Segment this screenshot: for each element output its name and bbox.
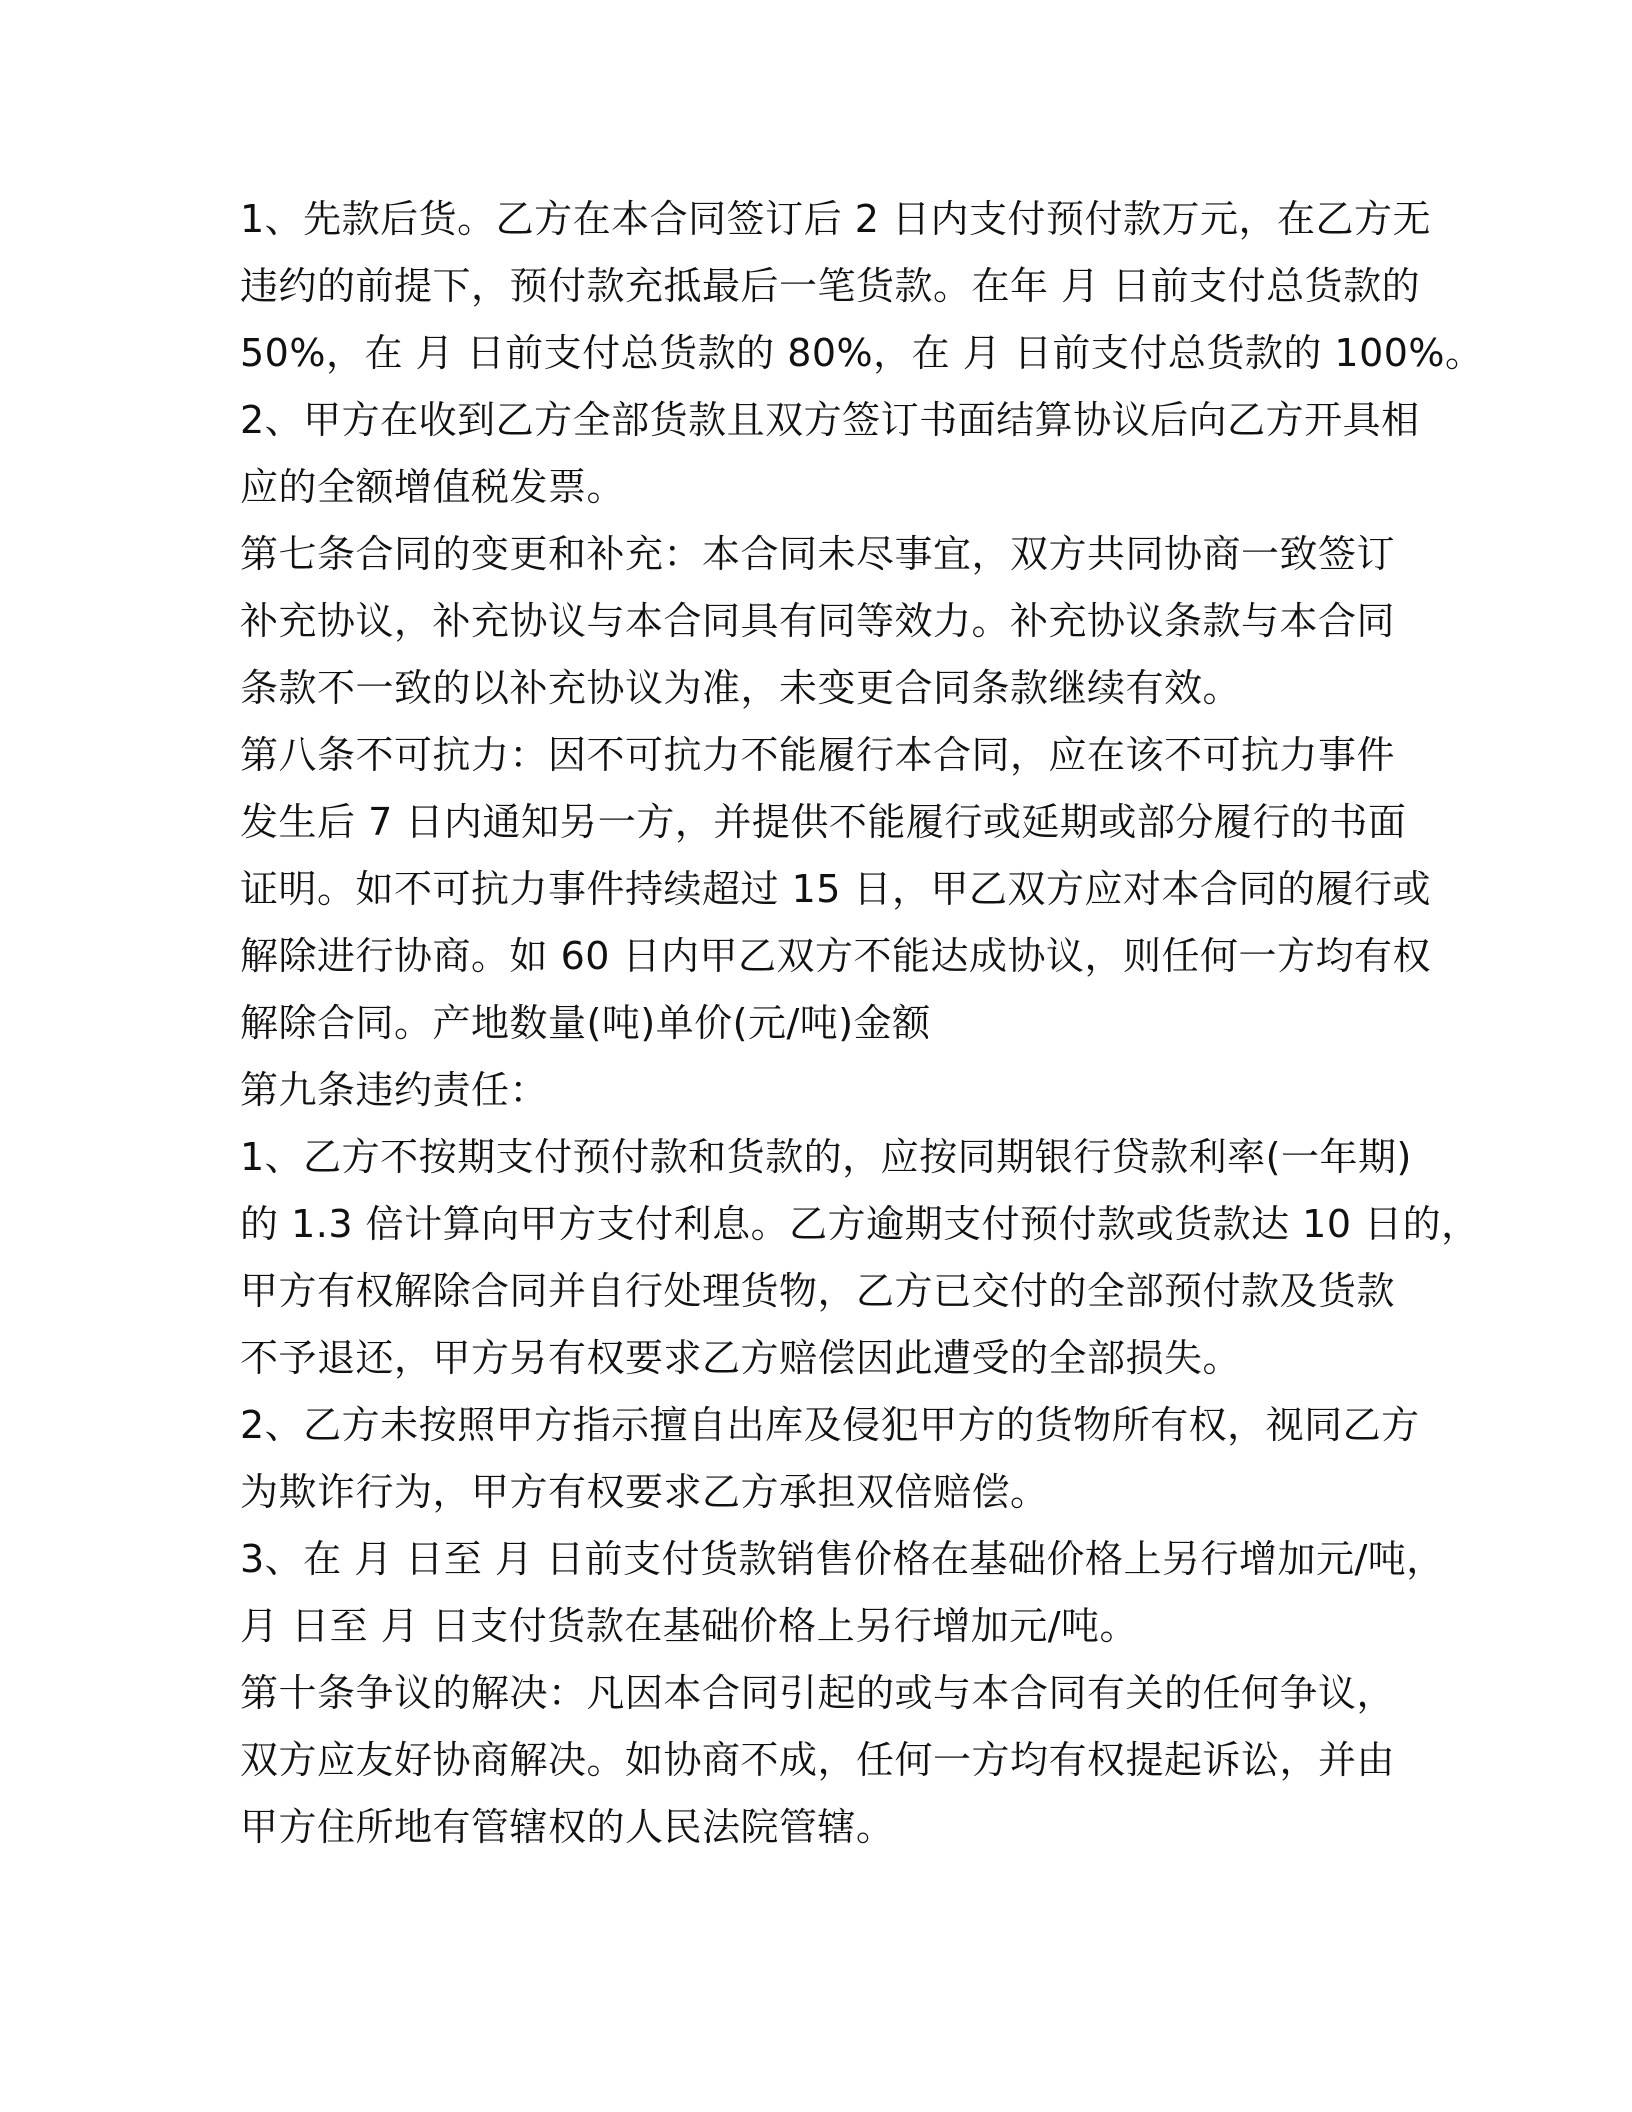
text-line: 甲方住所地有管辖权的人民法院管辖。 (240, 1805, 895, 1849)
text-line: 不予退还，甲方另有权要求乙方赔偿因此遭受的全部损失。 (240, 1336, 1242, 1380)
contract-body-text (240, 186, 1484, 1861)
text-line: 为欺诈行为，甲方有权要求乙方承担双倍赔偿。 (240, 1470, 1049, 1514)
text-line: 3、在 月 日至 月 日前支付货款销售价格在基础价格上另行增加元/吨， (240, 1537, 1445, 1581)
text-line: 2、甲方在收到乙方全部货款且双方签订书面结算协议后向乙方开具相 (240, 398, 1420, 442)
text-line: 第九条违约责任： (240, 1068, 549, 1112)
text-line: 2、乙方未按照甲方指示擅自出库及侵犯甲方的货物所有权，视同乙方 (240, 1403, 1420, 1447)
text-line: 发生后 7 日内通知另一方，并提供不能履行或延期或部分履行的书面 (240, 800, 1407, 844)
text-line: 50%，在 月 日前支付总货款的 80%，在 月 日前支付总货款的 100%。 (240, 331, 1484, 375)
text-line: 月 日至 月 日支付货款在基础价格上另行增加元/吨。 (240, 1604, 1139, 1648)
text-line: 第七条合同的变更和补充：本合同未尽事宜，双方共同协商一致签订 (240, 532, 1396, 576)
text-line: 甲方有权解除合同并自行处理货物，乙方已交付的全部预付款及货款 (240, 1269, 1396, 1313)
text-line: 1、乙方不按期支付预付款和货款的，应按同期银行贷款利率(一年期) (240, 1135, 1412, 1179)
text-line: 条款不一致的以补充协议为准，未变更合同条款继续有效。 (240, 666, 1242, 710)
text-line: 解除合同。产地数量(吨)单价(元/吨)金额 (240, 1001, 931, 1045)
text-line: 1、先款后货。乙方在本合同签订后 2 日内支付预付款万元，在乙方无 (240, 197, 1432, 241)
text-line: 的 1.3 倍计算向甲方支付利息。乙方逾期支付预付款或货款达 10 日的， (240, 1202, 1480, 1246)
text-line: 补充协议，补充协议与本合同具有同等效力。补充协议条款与本合同 (240, 599, 1396, 643)
text-line: 解除进行协商。如 60 日内甲乙双方不能达成协议，则任何一方均有权 (240, 934, 1432, 978)
text-line: 证明。如不可抗力事件持续超过 15 日，甲乙双方应对本合同的履行或 (240, 867, 1432, 911)
text-line: 第八条不可抗力：因不可抗力不能履行本合同，应在该不可抗力事件 (240, 733, 1396, 777)
text-line: 双方应友好协商解决。如协商不成，任何一方均有权提起诉讼，并由 (240, 1738, 1396, 1782)
text-line: 违约的前提下，预付款充抵最后一笔货款。在年 月 日前支付总货款的 (240, 264, 1421, 308)
text-line: 应的全额增值税发票。 (240, 465, 626, 509)
text-line: 第十条争议的解决：凡因本合同引起的或与本合同有关的任何争议， (240, 1671, 1396, 1715)
